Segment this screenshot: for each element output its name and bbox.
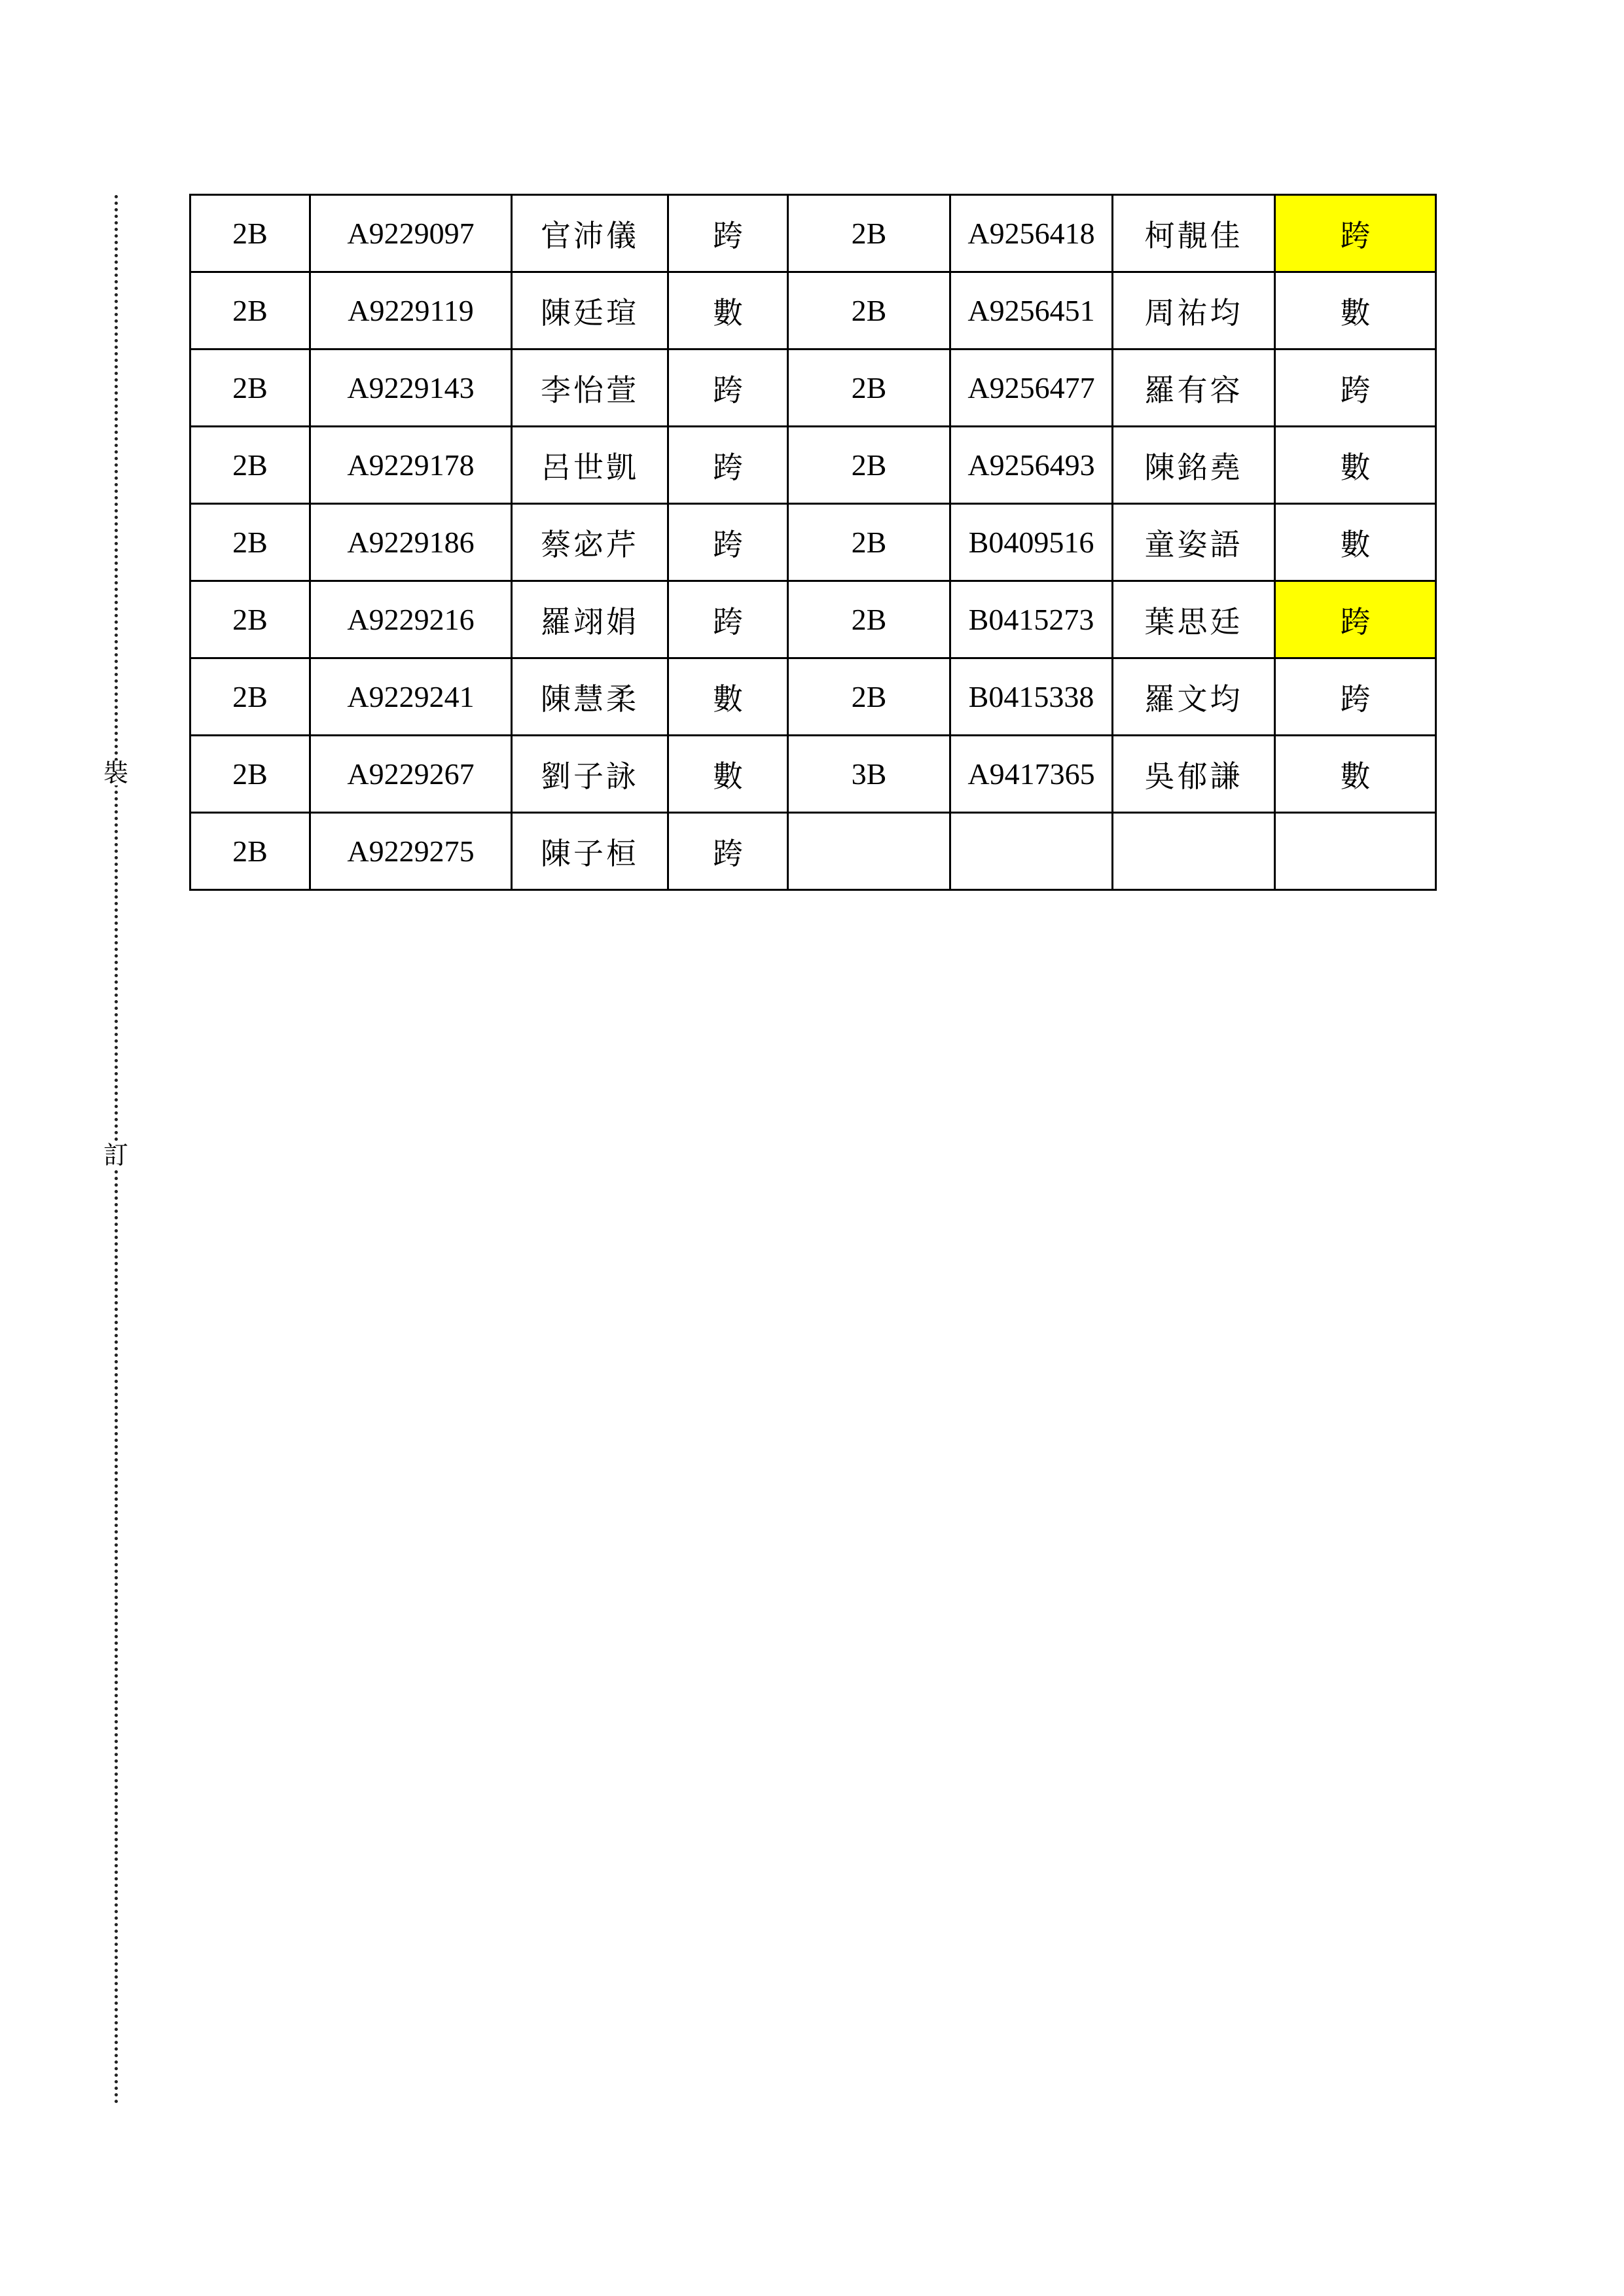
- table-row: [190, 350, 1436, 427]
- left-class-cell: 2B: [190, 504, 310, 581]
- right-class-cell: 2B: [788, 581, 950, 658]
- left-student-name-cell: 陳子桓: [512, 813, 668, 890]
- binding-label-top: 裝: [101, 761, 130, 785]
- student-roster-table: [189, 194, 1437, 891]
- right-student-name-cell: 柯靚佳: [1113, 195, 1275, 272]
- table-row: [190, 427, 1436, 504]
- right-student-name-cell: 葉思廷: [1113, 581, 1275, 658]
- table-row: [190, 504, 1436, 581]
- left-student-name-cell: 蔡宓芹: [512, 504, 668, 581]
- left-category-cell: 數: [668, 658, 788, 736]
- right-category-cell: 數: [1275, 736, 1436, 813]
- left-category-cell: 跨: [668, 195, 788, 272]
- right-category-cell: 跨: [1275, 658, 1436, 736]
- left-class-cell: 2B: [190, 658, 310, 736]
- left-category-cell: 跨: [668, 581, 788, 658]
- left-category-cell: 數: [668, 272, 788, 350]
- left-class-cell: 2B: [190, 736, 310, 813]
- left-student-id-cell: A9229216: [310, 581, 512, 658]
- left-category-cell: 數: [668, 736, 788, 813]
- right-category-cell: 數: [1275, 504, 1436, 581]
- left-student-id-cell: A9229097: [310, 195, 512, 272]
- left-category-cell: 跨: [668, 504, 788, 581]
- left-class-cell: 2B: [190, 813, 310, 890]
- right-category-cell: 跨: [1275, 350, 1436, 427]
- right-student-id-cell: B0415273: [950, 581, 1113, 658]
- roster-body: [190, 195, 1436, 890]
- left-student-name-cell: 李怡萱: [512, 350, 668, 427]
- left-class-cell: 2B: [190, 195, 310, 272]
- left-category-cell: 跨: [668, 427, 788, 504]
- right-student-id-cell: A9256451: [950, 272, 1113, 350]
- left-student-id-cell: A9229119: [310, 272, 512, 350]
- right-class-cell: 2B: [788, 272, 950, 350]
- right-student-id-cell: A9256418: [950, 195, 1113, 272]
- left-student-name-cell: 官沛儀: [512, 195, 668, 272]
- right-student-name-cell: 陳銘堯: [1113, 427, 1275, 504]
- binding-label-bottom: 訂: [101, 1143, 130, 1168]
- table-row: [190, 272, 1436, 350]
- right-student-name-cell: 羅有容: [1113, 350, 1275, 427]
- left-class-cell: 2B: [190, 581, 310, 658]
- right-student-name-cell: 周祐均: [1113, 272, 1275, 350]
- table-row: [190, 195, 1436, 272]
- right-class-cell: 2B: [788, 504, 950, 581]
- right-class-cell: 2B: [788, 658, 950, 736]
- right-category-cell: 數: [1275, 272, 1436, 350]
- right-student-id-cell: [950, 813, 1113, 890]
- right-student-name-cell: [1113, 813, 1275, 890]
- table-row: [190, 658, 1436, 736]
- table-row: [190, 736, 1436, 813]
- right-student-id-cell: A9417365: [950, 736, 1113, 813]
- table-row: [190, 581, 1436, 658]
- right-student-name-cell: 吳郁謙: [1113, 736, 1275, 813]
- right-student-id-cell: A9256477: [950, 350, 1113, 427]
- right-class-cell: 2B: [788, 195, 950, 272]
- right-student-id-cell: A9256493: [950, 427, 1113, 504]
- right-category-cell: 跨: [1275, 581, 1436, 658]
- left-class-cell: 2B: [190, 350, 310, 427]
- left-student-id-cell: A9229178: [310, 427, 512, 504]
- left-student-id-cell: A9229267: [310, 736, 512, 813]
- table-row: [190, 813, 1436, 890]
- left-category-cell: 跨: [668, 813, 788, 890]
- left-student-id-cell: A9229241: [310, 658, 512, 736]
- left-category-cell: 跨: [668, 350, 788, 427]
- left-student-name-cell: 呂世凱: [512, 427, 668, 504]
- left-student-name-cell: 陳慧柔: [512, 658, 668, 736]
- left-student-id-cell: A9229275: [310, 813, 512, 890]
- left-student-name-cell: 劉子詠: [512, 736, 668, 813]
- right-category-cell: [1275, 813, 1436, 890]
- right-class-cell: [788, 813, 950, 890]
- right-category-cell: 數: [1275, 427, 1436, 504]
- left-student-name-cell: 羅翊娟: [512, 581, 668, 658]
- left-student-id-cell: A9229143: [310, 350, 512, 427]
- left-student-id-cell: A9229186: [310, 504, 512, 581]
- right-student-name-cell: 羅文均: [1113, 658, 1275, 736]
- right-class-cell: 2B: [788, 427, 950, 504]
- right-class-cell: 2B: [788, 350, 950, 427]
- left-class-cell: 2B: [190, 427, 310, 504]
- right-category-cell: 跨: [1275, 195, 1436, 272]
- right-class-cell: 3B: [788, 736, 950, 813]
- left-student-name-cell: 陳廷瑄: [512, 272, 668, 350]
- right-student-name-cell: 童姿語: [1113, 504, 1275, 581]
- left-class-cell: 2B: [190, 272, 310, 350]
- right-student-id-cell: B0409516: [950, 504, 1113, 581]
- right-student-id-cell: B0415338: [950, 658, 1113, 736]
